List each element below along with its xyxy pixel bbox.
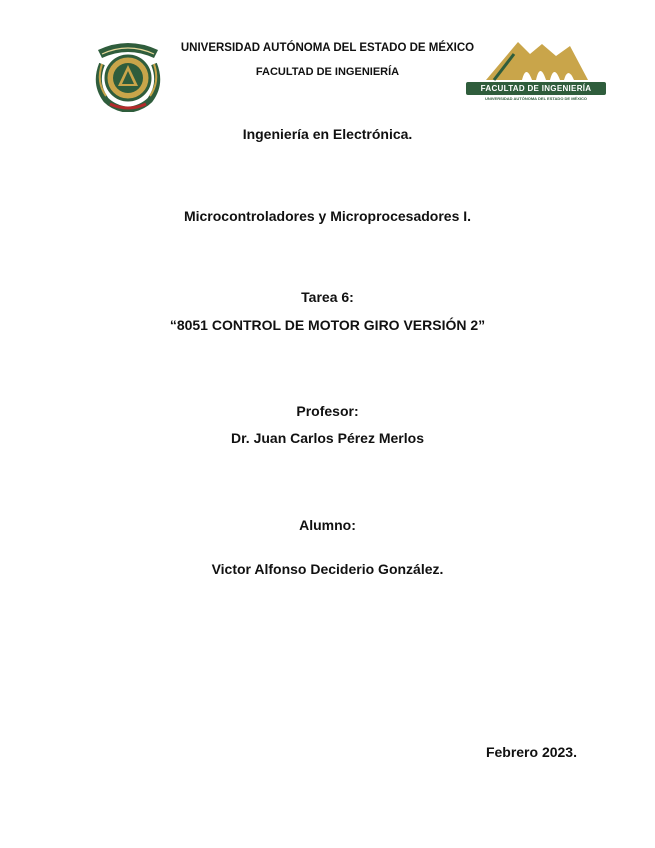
student-label: Alumno: [299, 517, 356, 533]
logo-label: FACULTAD DE INGENIERÍA [466, 82, 606, 95]
facultad-ingenieria-logo-icon [466, 38, 610, 104]
professor-name: Dr. Juan Carlos Pérez Merlos [231, 430, 424, 446]
faculty-name: FACULTAD DE INGENIERÍA [255, 66, 400, 78]
document-date: Febrero 2023. [485, 744, 577, 760]
assignment-title: “8051 CONTROL DE MOTOR GIRO VERSIÓN 2” [169, 317, 486, 333]
professor-label: Profesor: [296, 403, 359, 419]
university-name: UNIVERSIDAD AUTÓNOMA DEL ESTADO DE MÉXICO [180, 42, 475, 54]
course-name: Microcontroladores y Microprocesadores I. [183, 208, 472, 224]
student-name: Victor Alfonso Deciderio González. [211, 561, 444, 577]
assignment-label: Tarea 6: [301, 289, 354, 305]
program-name: Ingeniería en Electrónica. [242, 126, 413, 142]
logo-sublabel: UNIVERSIDAD AUTÓNOMA DEL ESTADO DE MÉXICO [484, 96, 587, 101]
